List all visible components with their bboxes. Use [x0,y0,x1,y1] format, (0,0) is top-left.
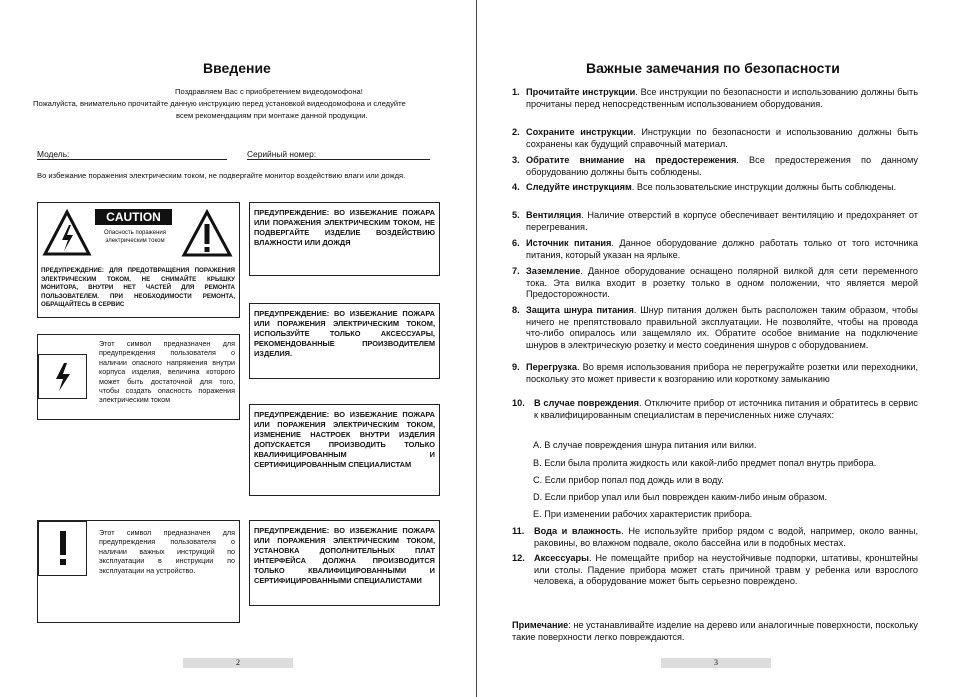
list-item: 9. Перегрузка. Во время использования прибора не перегружайте розетки или переходники, поскольку это может привести к возгоранию или короткому замыканию [512,362,918,384]
symbol-frame [38,521,87,576]
note-label: Примечание [512,620,569,630]
page-title: Важные замечания по безопасности [586,60,840,76]
intro-line: всем рекомендациям при монтаже данной продукции. [176,111,368,120]
caution-block [37,202,240,318]
list-item: 11. Вода и влажность. Не используйте прибор рядом с водой, например, около ванны, раковины, во влажном подвале, около бассейна или в подобных местах. [512,526,918,548]
symbol-instruction-block [37,520,240,623]
symbol-electric-block [37,334,240,420]
model-underline [37,159,227,160]
symbol-electric-text: Этот символ предназначен для предупреждения пользователя о наличии опасного напряжения внутри корпуса изделия, величина которого может быть достаточной для того, чтобы создать опасность поражения электрическим током [99,339,235,405]
list-item: 5. Вентиляция. Наличие отверстий в корпусе обеспечивает вентиляцию и предохраняет от перегревания. [512,210,918,232]
intro-line: Пожалуйста, внимательно прочитайте данную инструкцию перед установкой видеодомофона и следуйте [33,99,406,108]
page-number: 2 [183,658,293,668]
list-item: 1. Прочитайте инструкции. Все инструкции по безопасности и использованию должны быть прочитаны перед непосредственным использованием оборудования. [512,87,918,109]
list-item: 10. В случае повреждения. Отключите прибор от источника питания и обратитесь в сервис к квалифицированным специалистам в перечисленных ниже случаях: [512,398,918,420]
lightning-triangle-icon [42,209,92,259]
caution-text: ПРЕДУПРЕЖДЕНИЕ: ДЛЯ ПРЕДОТВРАЩЕНИЯ ПОРАЖЕНИЯ ЭЛЕКТРИЧЕСКИМ ТОКОМ, НЕ СНИМАЙТЕ КРЫШКУ МОНИТОРА, ВНУТРИ НЕТ ЧАСТЕЙ ДЛЯ РЕМОНТА ПОЛЬЗОВАТЕЛЕМ. ПРИ НЕОБХОДИМОСТИ РЕМОНТА, ОБРАЩАЙТЕСЬ В СЕРВИС [41,267,235,309]
list-item: 8. Защита шнура питания. Шнур питания должен быть расположен таким образом, чтобы ничего не препятствовало правильной эксплуатации. Не позволяйте, чтобы на провода что-либо опиралось или защемляло их. Обратите особое внимание на подключение шнуров в электрическую розетку и место соединения шнуров с оборудованием. [512,305,918,350]
lightning-icon [53,362,73,392]
symbol-instruction-text: Этот символ предназначен для предупреждения пользователя о наличии важных инструкций по эксплуатации в инструкции по эксплуатации на устройство. [99,528,235,575]
symbol-frame [38,354,87,399]
note [512,620,918,643]
warning-box: ПРЕДУПРЕЖДЕНИЕ: ВО ИЗБЕЖАНИЕ ПОЖАРА ИЛИ ПОРАЖЕНИЯ ЭЛЕКТРИЧЕСКИМ ТОКОМ, УСТАНОВКА ДОПОЛНИТЕЛЬНЫХ ПЛАТ ИНТЕРФЕЙСА ДОЛЖНА ПРОИЗВОДИТСЯ ТОЛЬКО КВАЛИФИЦИРОВАННЫМИ И СЕРТИФИЦИРОВАННЫМИ СПЕЦИАЛИСТАМИ [249,520,440,606]
intro-line: Поздравляем Вас с приобретением видеодомофона! [175,87,363,96]
serial-label: Серийный номер: [247,149,317,159]
warning-box: ПРЕДУПРЕЖДЕНИЕ: ВО ИЗБЕЖАНИЕ ПОЖАРА ИЛИ ПОРАЖЕНИЯ ЭЛЕКТРИЧЕСКИМ ТОКОМ, НЕ ПОДВЕРГАЙТЕ ИЗДЕЛИЕ ВОЗДЕЙСТВИЮ ВЛАЖНОСТИ ИЛИ ДОЖДЯ [249,202,440,276]
page-number: 3 [661,658,771,668]
sub-item: B. Если была пролита жидкость или какой-либо предмет попал внутрь прибора. [533,458,877,468]
page-divider [476,0,477,697]
list-item: 2. Сохраните инструкции. Инструкции по безопасности и использованию должны быть сохранены как будущий справочный материал. [512,127,918,149]
exclamation-icon [58,531,68,567]
warning-box: ПРЕДУПРЕЖДЕНИЕ: ВО ИЗБЕЖАНИЕ ПОЖАРА ИЛИ ПОРАЖЕНИЯ ЭЛЕКТРИЧЕСКИМ ТОКОМ, ИСПОЛЬЗУЙТЕ ТОЛЬКО АКСЕССУАРЫ, РЕКОМЕНДОВАННЫЕ ПРОИЗВОДИТЕЛЕМ ИЗДЕЛИЯ. [249,303,440,379]
warning-box: ПРЕДУПРЕЖДЕНИЕ: ВО ИЗБЕЖАНИЕ ПОЖАРА ИЛИ ПОРАЖЕНИЯ ЭЛЕКТРИЧЕСКИМ ТОКОМ, ИЗМЕНЕНИЕ НАСТРОЕК ВНУТРИ ИЗДЕЛИЯ ДОПУСКАЕТСЯ ПРОИЗВОДИТЬ ТОЛЬКО КВАЛИФИЦИРОВАННЫМ И СЕРТИФИЦИРОВАННЫМ СПЕЦИАЛИСТАМ [249,404,440,496]
sub-item: D. Если прибор упал или был поврежден каким-либо иным образом. [533,492,828,502]
caution-label: CAUTION [95,209,172,225]
right-page [478,0,954,697]
sub-item: C. Если прибор попал под дождь или в воду. [533,475,724,485]
list-item: 3. Обратите внимание на предостережения. Все предостережения по данному оборудованию должны быть соблюдены. [512,155,918,177]
serial-underline [247,159,430,160]
sub-item: E. При изменении рабочих характеристик прибора. [533,509,753,519]
page-title: Введение [203,60,271,76]
shock-note: Во избежание поражения электрическим током, не подвергайте монитор воздействию влаги или дождя. [37,171,406,180]
note-text: : не устанавливайте изделие на дерево или аналогичные поверхности, поскольку такие поверхности легко повреждаются. [512,620,918,642]
left-page [0,0,476,697]
caution-sub: Опасность поражения электрическим током [104,230,166,244]
list-item: 4. Следуйте инструкциям. Все пользовательские инструкции должны быть соблюдены. [512,182,897,192]
model-label: Модель: [37,149,70,159]
list-item: 6. Источник питания. Данное оборудование должно работать только от того источника питания, который указан на ярлыке. [512,238,918,260]
sub-item: A. В случае повреждения шнура питания или вилки. [533,440,757,450]
exclamation-triangle-icon [181,209,233,259]
list-item: 7. Заземление. Данное оборудование оснащено полярной вилкой для сети переменного тока. Эта вилка входит в розетку только в одном положении, что является мерой Предосторожности. [512,266,918,300]
list-item: 12. Аксессуары. Не помещайте прибор на неустойчивые подпорки, штативы, кронштейны или столы. Падение прибора может стать причиной травм у ребенка или взрослого человека, а оборудование может быть серьезно повреждено. [512,553,918,587]
